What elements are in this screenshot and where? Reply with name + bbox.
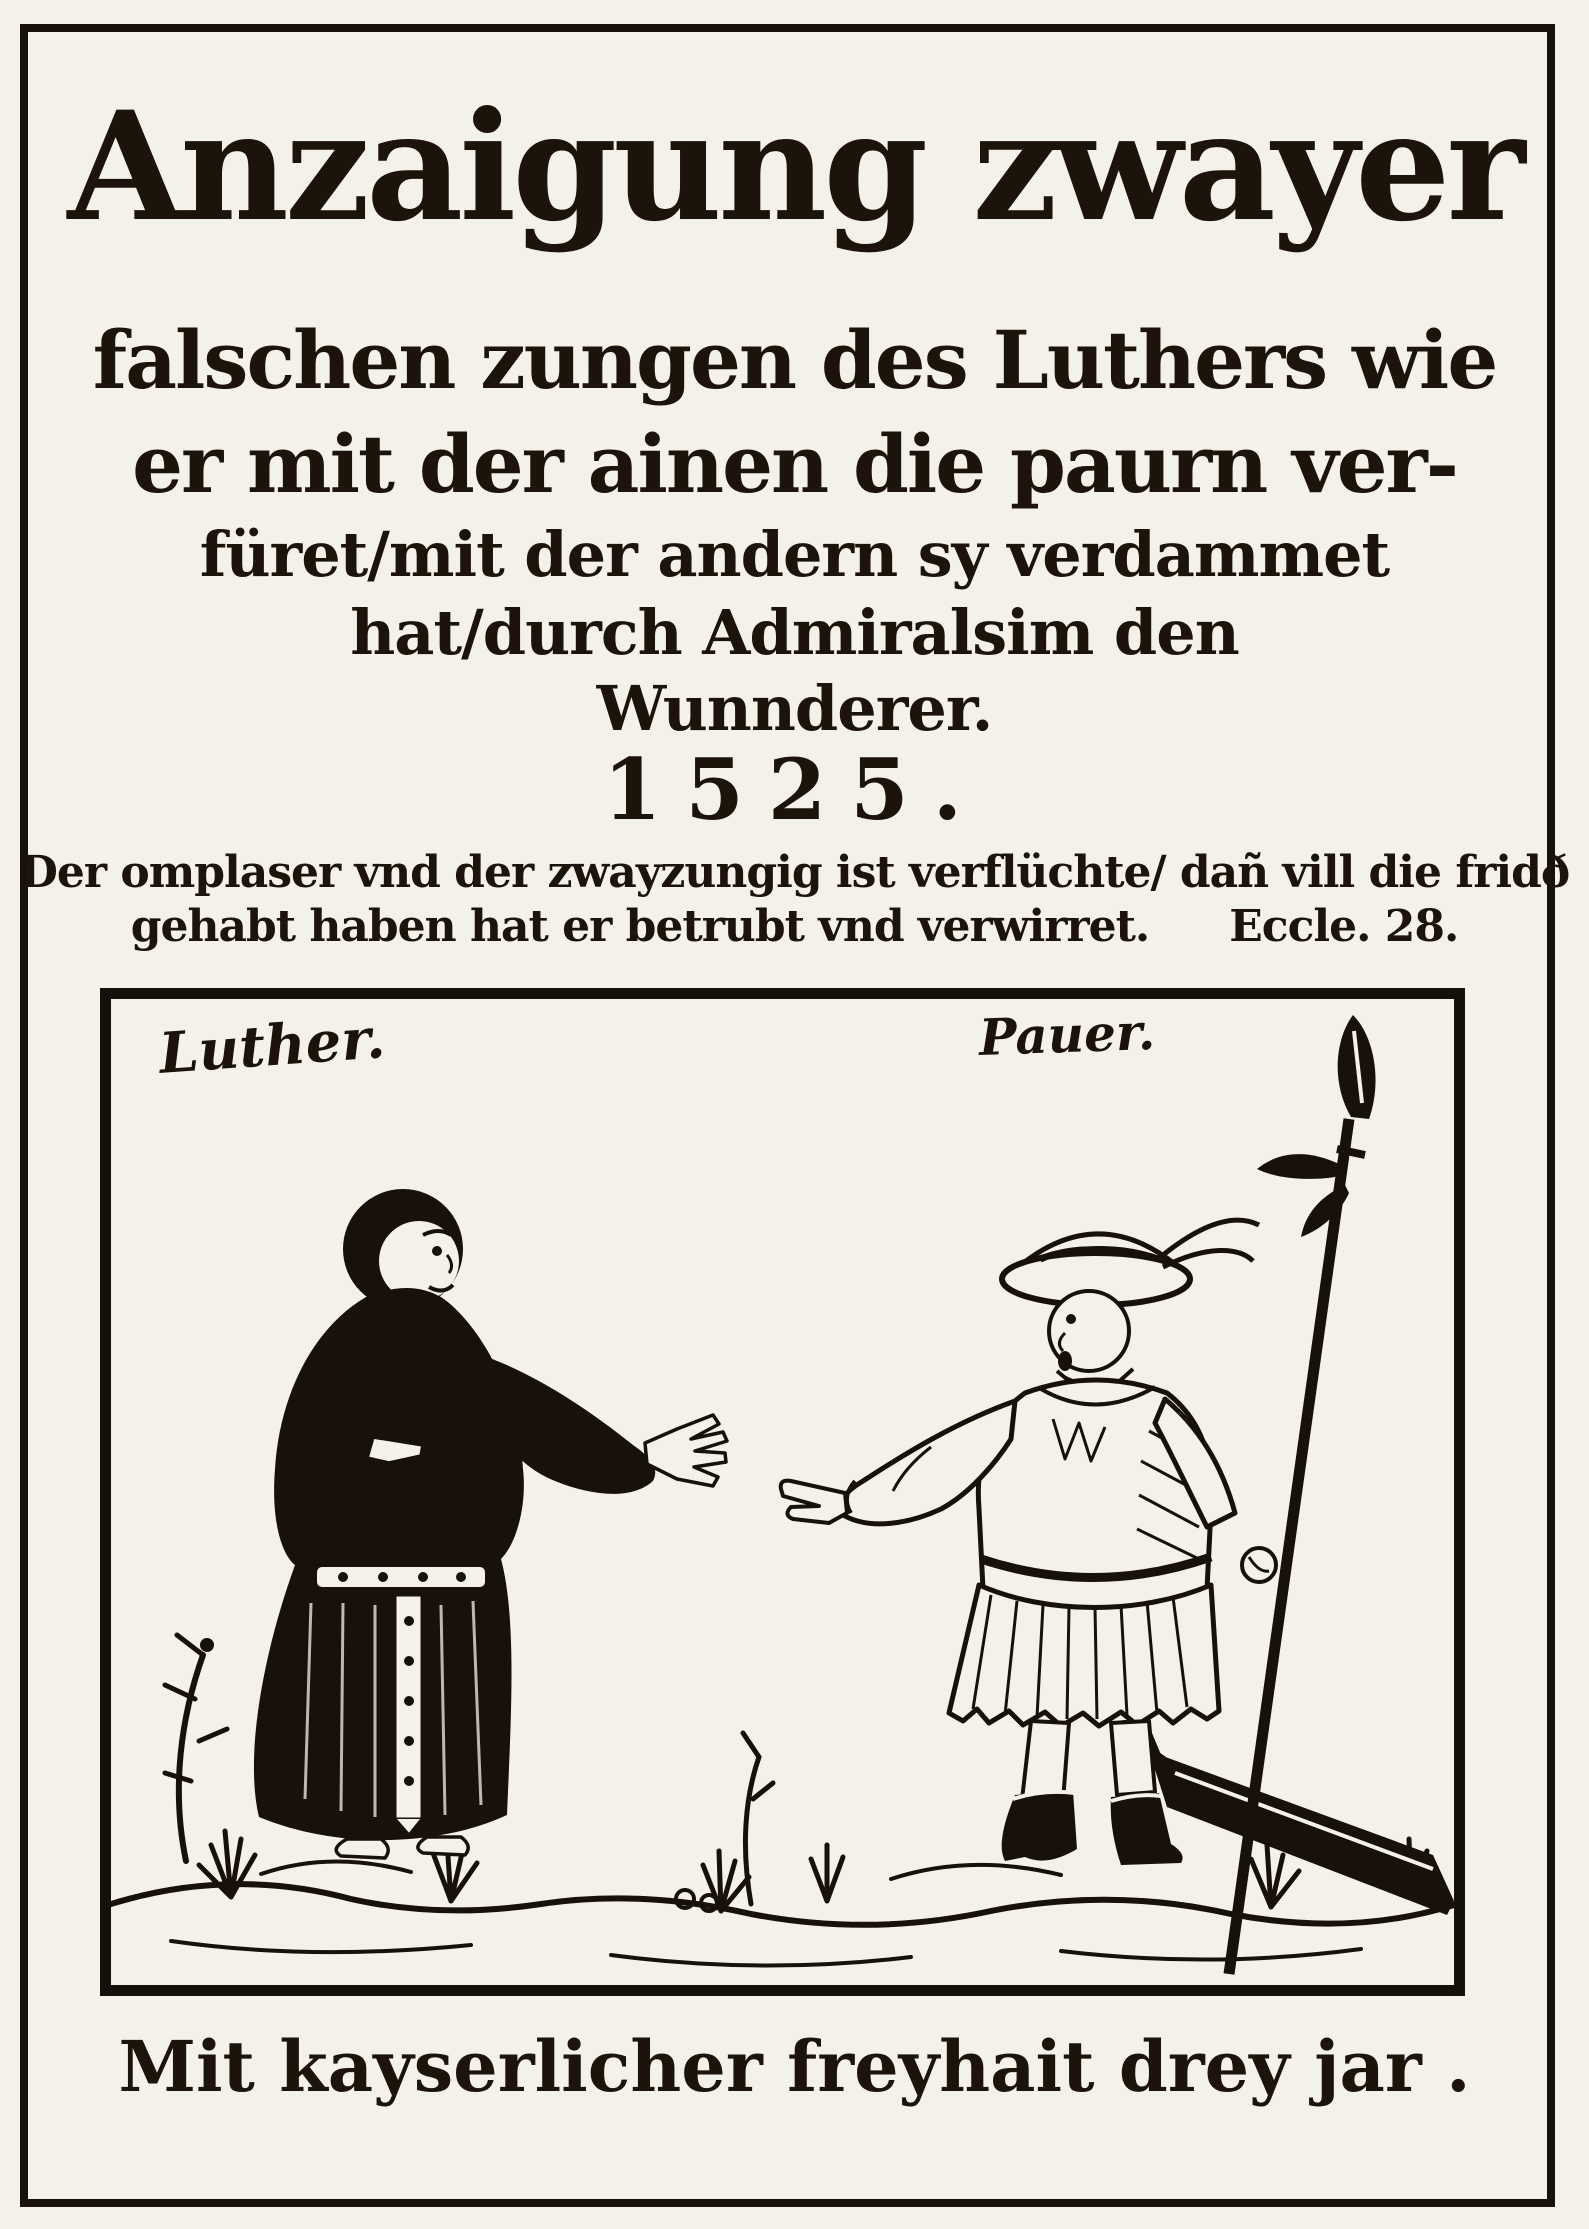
peasant-feather (1163, 1220, 1259, 1267)
peasant-leg-right (1111, 1721, 1155, 1795)
woodcut-label-luther: Luther. (156, 1005, 388, 1087)
woodcut-label-pauer: Pauer. (978, 1001, 1156, 1068)
woodcut-illustration (100, 988, 1465, 1996)
peasant-fist (1242, 1548, 1276, 1582)
title-line-6: Wunnderer. (596, 672, 993, 745)
pike-fleur-lower (1301, 1185, 1349, 1237)
title-line-3: er mit der ainen die paurn ver- (132, 417, 1457, 511)
title-main: Anzaigung zwayer (67, 79, 1522, 255)
colophon: Mit kayserlicher freyhait drey jar . (118, 2025, 1471, 2108)
luther-feet (336, 1837, 468, 1858)
title-line-2: falschen zungen des Luthers wie (92, 313, 1497, 407)
peasant-boot-left (1002, 1791, 1077, 1861)
title-line-5: hat/durch Admiralsim den (350, 596, 1239, 669)
epigraph (0, 846, 1589, 953)
title-year: 1525. (602, 740, 987, 839)
epigraph-citation: Eccle. 28. (1229, 900, 1459, 952)
peasant-pointing-hand (781, 1481, 847, 1523)
epigraph-line-1: Der omplaser vnd der zwayzungig ist verflüchte/ dañ vill die fridð (19, 847, 1570, 898)
epigraph-line-2: gehabt haben hat er betrubt vnd verwirret. (130, 900, 1150, 952)
woodcut-scene (111, 999, 1454, 1985)
title-line-4: füret/mit der andern sy verdammet (199, 518, 1390, 591)
luther-open-hand (645, 1415, 727, 1486)
pike-fleur-left (1257, 1154, 1341, 1179)
luther-figure (254, 1189, 727, 1858)
